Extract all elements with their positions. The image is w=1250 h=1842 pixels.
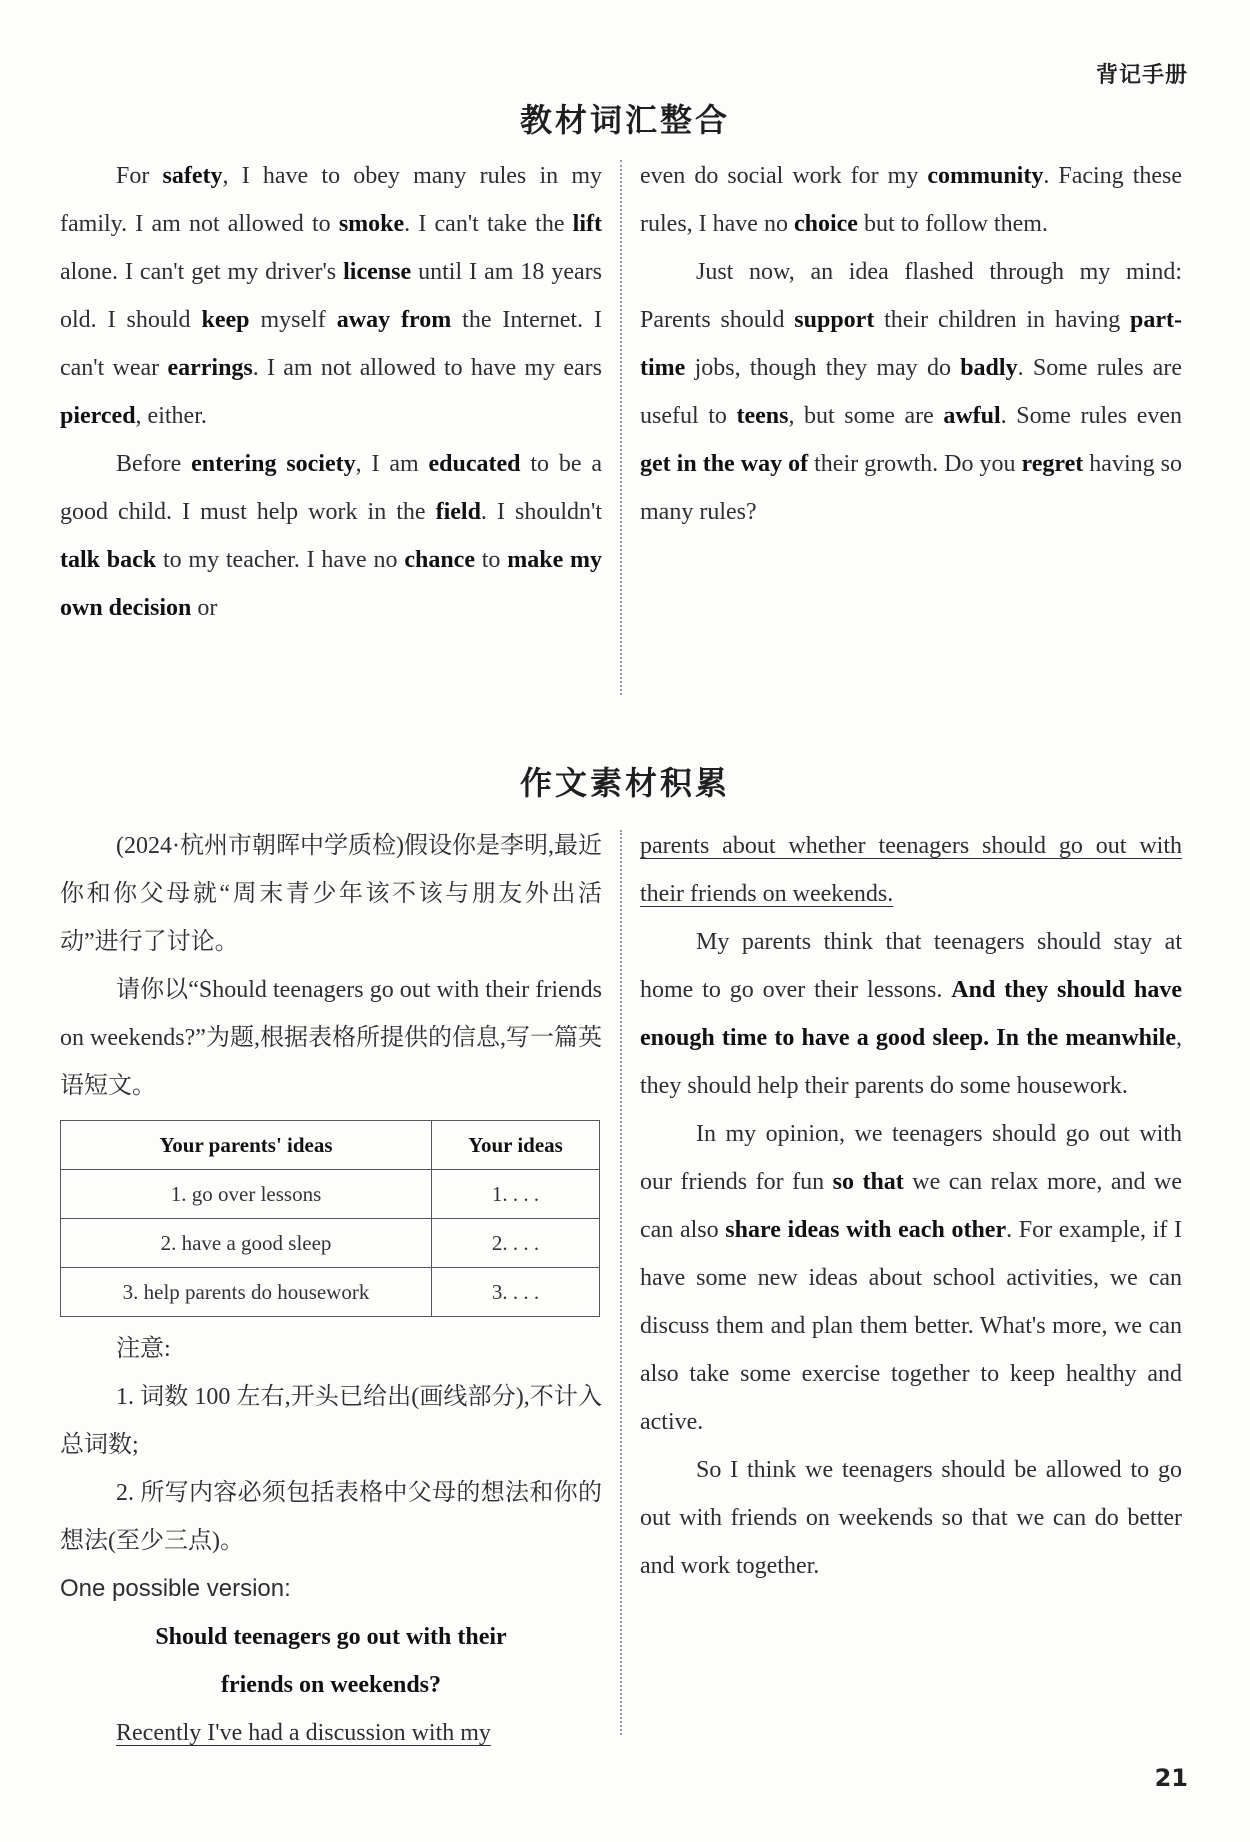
- essay-paragraph-4: So I think we teenagers should be allowed to go out with friends on weekends so that we can do better and work together.: [640, 1457, 1182, 1579]
- key-term: field: [435, 499, 481, 525]
- table-cell: 2. have a good sleep: [61, 1219, 432, 1268]
- essay-opening-underlined: Recently I've had a discussion with my: [116, 1720, 491, 1746]
- table-cell: 1. go over lessons: [61, 1170, 432, 1219]
- table-header: Your parents' ideas: [61, 1121, 432, 1170]
- notes-label: 注意:: [116, 1336, 171, 1362]
- handbook-label: 背记手册: [1095, 63, 1188, 88]
- essay-paragraph-1: [640, 822, 1182, 918]
- possible-version-label: One possible version:: [60, 1575, 291, 1602]
- key-term: pierced: [60, 403, 136, 429]
- key-term: choice: [793, 211, 858, 237]
- key-term: talk back: [60, 547, 157, 573]
- essay-paragraph-3: In my opinion, we teenagers should go out with our friends for fun so that we can relax more, and we can also share ideas with each other. For example, if I have some new ideas about school activities, we can discuss them and plan them better. What's more, we can also take some exercise together to keep healthy and active.: [640, 1121, 1183, 1435]
- key-term: educated: [428, 451, 521, 477]
- note-1: 1. 词数 100 左右,开头已给出(画线部分),不计入总词数;: [60, 1384, 602, 1458]
- key-term: And they should have enough time to have a good sleep. In the meanwhile: [640, 977, 1182, 1051]
- table-row: [61, 1170, 600, 1219]
- key-term: lift: [572, 211, 602, 237]
- key-term: entering society: [191, 451, 356, 477]
- column-divider-2: [620, 830, 622, 1735]
- key-term: community: [927, 163, 1044, 189]
- table-header: Your ideas: [432, 1121, 600, 1170]
- key-term: part-time: [640, 307, 1182, 381]
- key-term: share ideas with each other: [725, 1217, 1007, 1243]
- key-term: awful: [943, 403, 1001, 429]
- table-cell: 3. . . .: [432, 1268, 600, 1317]
- key-term: make my own decision: [60, 547, 603, 621]
- key-term: earrings: [167, 355, 253, 381]
- key-term: regret: [1021, 451, 1084, 477]
- vocab-paragraph-2: Before entering society, I am educated to be a good child. I must help work in the field. I shouldn't talk back to my teacher. I have no chance to make my own decision or: [60, 451, 603, 621]
- note-2: 2. 所写内容必须包括表格中父母的想法和你的想法(至少三点)。: [60, 1480, 602, 1554]
- section-title-writing: 作文素材积累: [519, 764, 730, 802]
- vocab-paragraph-4: Just now, an idea flashed through my mind: Parents should support their children in having part-time jobs, though they may do badly. Some rules are useful to teens, but some are awful. Some rules even get in the way of their growth. Do you regret having so many rules?: [640, 259, 1182, 525]
- page-number: 21: [1154, 1764, 1188, 1792]
- right-column-writing: [640, 822, 1182, 1590]
- key-term: chance: [404, 547, 475, 573]
- key-term: so that: [832, 1169, 904, 1195]
- table-row: [61, 1268, 600, 1317]
- key-term: keep: [201, 307, 250, 333]
- table-header-row: [61, 1121, 600, 1170]
- essay-opening-underlined-2: parents about whether teenagers should go out with their friends on weekends.: [640, 833, 1182, 907]
- essay-opening-left: [60, 1709, 602, 1757]
- column-divider-1: [620, 160, 622, 695]
- prompt-paragraph-2: 请你以“Should teenagers go out with their friends on weekends?”为题,根据表格所提供的信息,写一篇英语短文。: [60, 977, 602, 1099]
- table-cell: 2. . . .: [432, 1219, 600, 1268]
- essay-title-line-1: Should teenagers go out with their: [155, 1624, 507, 1650]
- key-term: teens: [736, 403, 789, 429]
- key-term: safety: [162, 163, 223, 189]
- prompt-paragraph-1: (2024·杭州市朝晖中学质检)假设你是李明,最近你和你父母就“周末青少年该不该与朋友外出活动”进行了讨论。: [60, 833, 602, 955]
- key-term: support: [794, 307, 875, 333]
- key-term: license: [343, 259, 412, 285]
- left-column-vocabulary: [60, 152, 602, 632]
- key-term: get in the way of: [640, 451, 809, 477]
- table-cell: 3. help parents do housework: [61, 1268, 432, 1317]
- left-column-writing: [60, 822, 602, 1757]
- essay-title-line-2: friends on weekends?: [220, 1672, 442, 1698]
- table-cell: 1. . . .: [432, 1170, 600, 1219]
- right-column-vocabulary: [640, 152, 1182, 536]
- key-term: badly: [960, 355, 1018, 381]
- section-title-vocabulary: 教材词汇整合: [519, 101, 730, 139]
- key-term: smoke: [338, 211, 405, 237]
- ideas-table: [60, 1120, 600, 1317]
- essay-paragraph-2: My parents think that teenagers should stay at home to go over their lessons. And they should have enough time to have a good sleep. In the meanwhile, they should help their parents do some housework.: [640, 929, 1182, 1099]
- key-term: away from: [336, 307, 452, 333]
- vocab-paragraph-3: even do social work for my community. Facing these rules, I have no choice but to follow them.: [640, 163, 1182, 237]
- table-row: [61, 1219, 600, 1268]
- vocab-paragraph-1: For safety, I have to obey many rules in my family. I am not allowed to smoke. I can't take the lift alone. I can't get my driver's license until I am 18 years old. I should keep myself away from the Internet. I can't wear earrings. I am not allowed to have my ears pierced, either.: [60, 163, 603, 429]
